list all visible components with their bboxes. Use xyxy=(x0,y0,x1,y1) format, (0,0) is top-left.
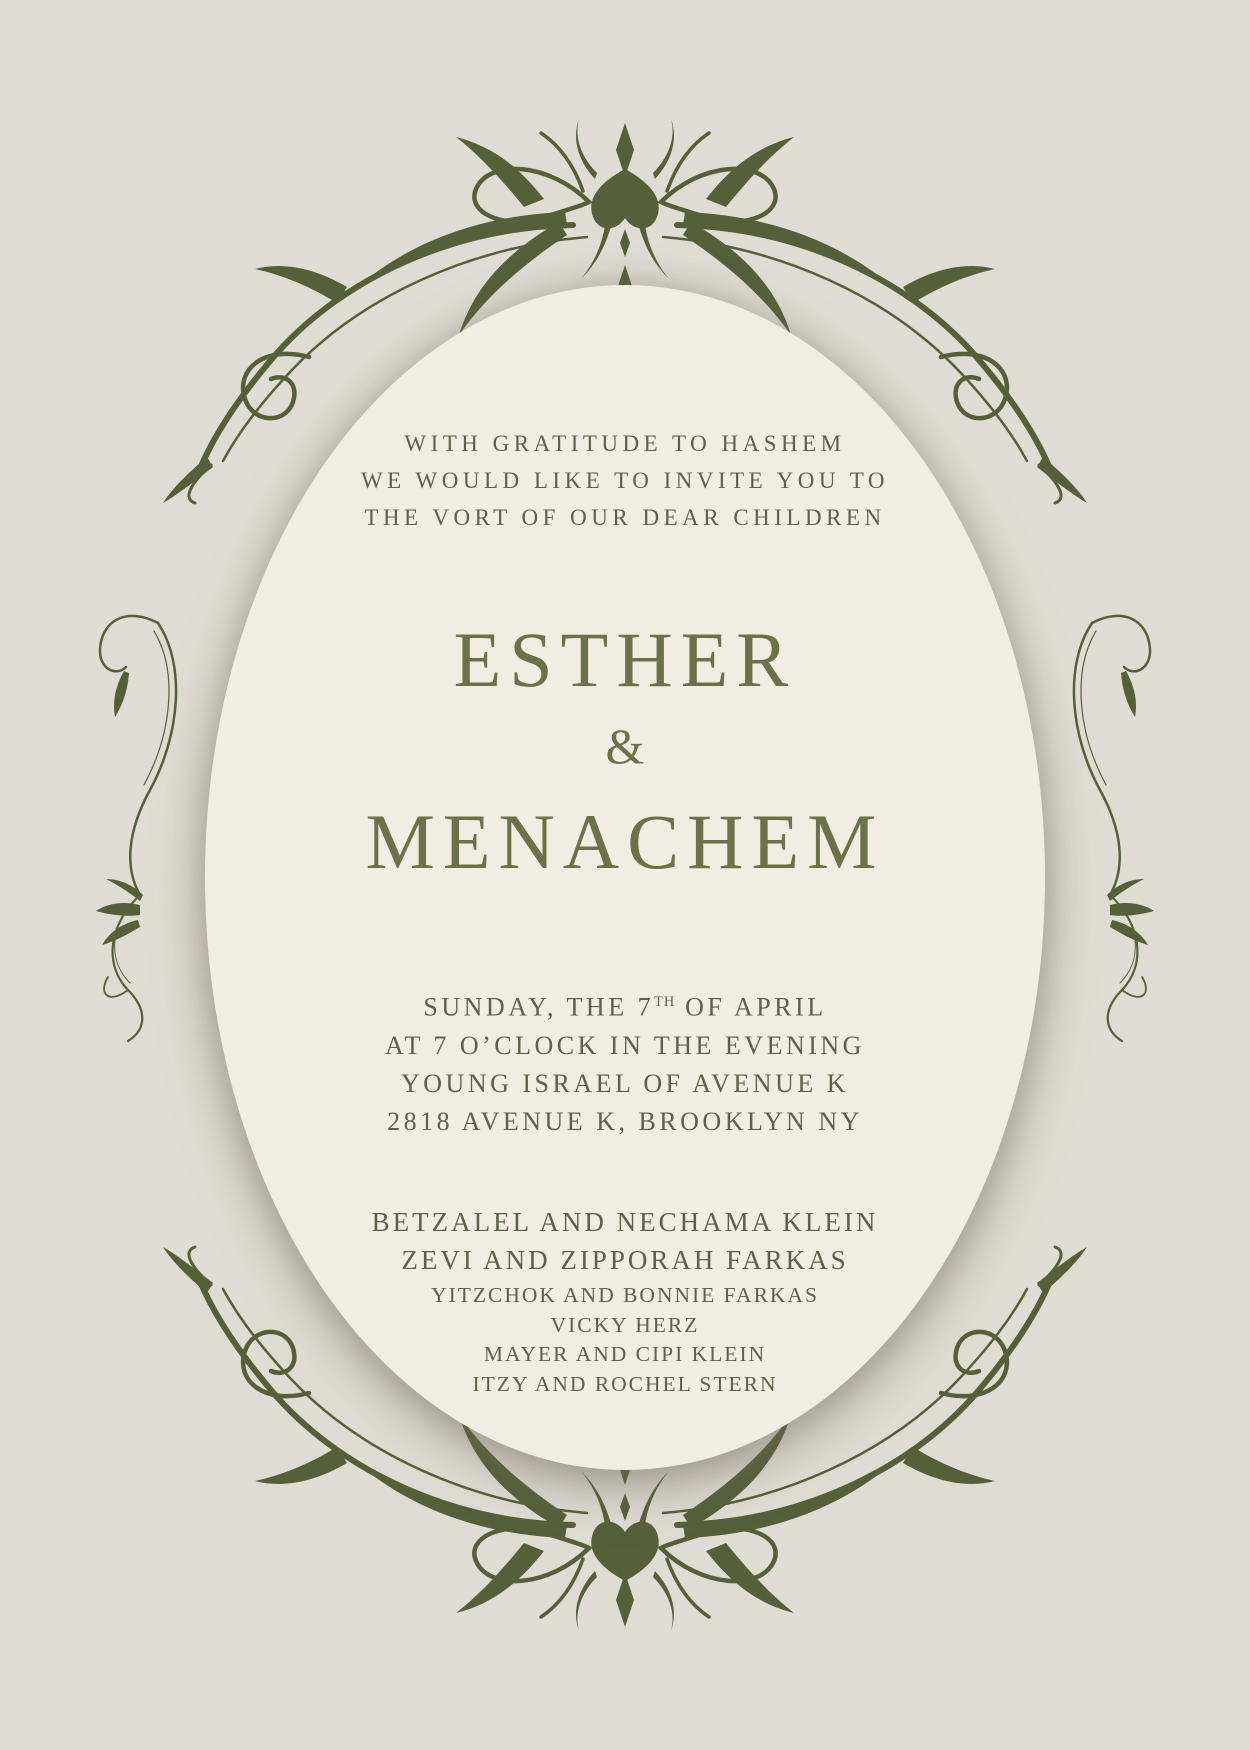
grandparent-host-line: VICKY HERZ xyxy=(550,1312,700,1337)
event-time: AT 7 O’CLOCK IN THE EVENING xyxy=(385,1030,865,1060)
groom-name: MENACHEM xyxy=(365,798,885,885)
intro-line-1: WITH GRATITUDE TO HASHEM xyxy=(404,431,846,456)
bride-name: ESTHER xyxy=(453,616,797,703)
oval-panel xyxy=(205,285,1045,1470)
parent-host-line: BETZALEL AND NECHAMA KLEIN xyxy=(371,1207,879,1237)
parent-host-line: ZEVI AND ZIPPORAH FARKAS xyxy=(401,1245,849,1275)
vine-icon xyxy=(1062,605,1162,1045)
event-date-suffix: OF APRIL xyxy=(675,992,827,1022)
event-date-prefix: SUNDAY, THE 7 xyxy=(423,992,655,1022)
left-vine-ornament xyxy=(88,605,188,1045)
grandparent-host-line: ITZY AND ROCHEL STERN xyxy=(472,1371,778,1396)
ampersand: & xyxy=(605,718,645,774)
grandparent-host-line: MAYER AND CIPI KLEIN xyxy=(483,1342,767,1366)
event-details xyxy=(205,983,1045,1141)
right-vine-ornament xyxy=(1062,605,1162,1045)
event-venue: YOUNG ISRAEL OF AVENUE K xyxy=(400,1068,849,1098)
intro-text xyxy=(205,425,1045,536)
vine-icon xyxy=(88,605,188,1045)
intro-line-2: WE WOULD LIKE TO INVITE YOU TO xyxy=(360,468,890,493)
event-date-ordinal: TH xyxy=(654,994,676,1010)
grandparent-hosts xyxy=(205,1281,1045,1399)
event-date xyxy=(205,983,1045,1027)
event-address: 2818 AVENUE K, BROOKLYN NY xyxy=(387,1106,863,1136)
intro-line-3: THE VORT OF OUR DEAR CHILDREN xyxy=(364,505,886,530)
grandparent-host-line: YITZCHOK AND BONNIE FARKAS xyxy=(431,1283,819,1307)
parent-hosts xyxy=(205,1203,1045,1279)
